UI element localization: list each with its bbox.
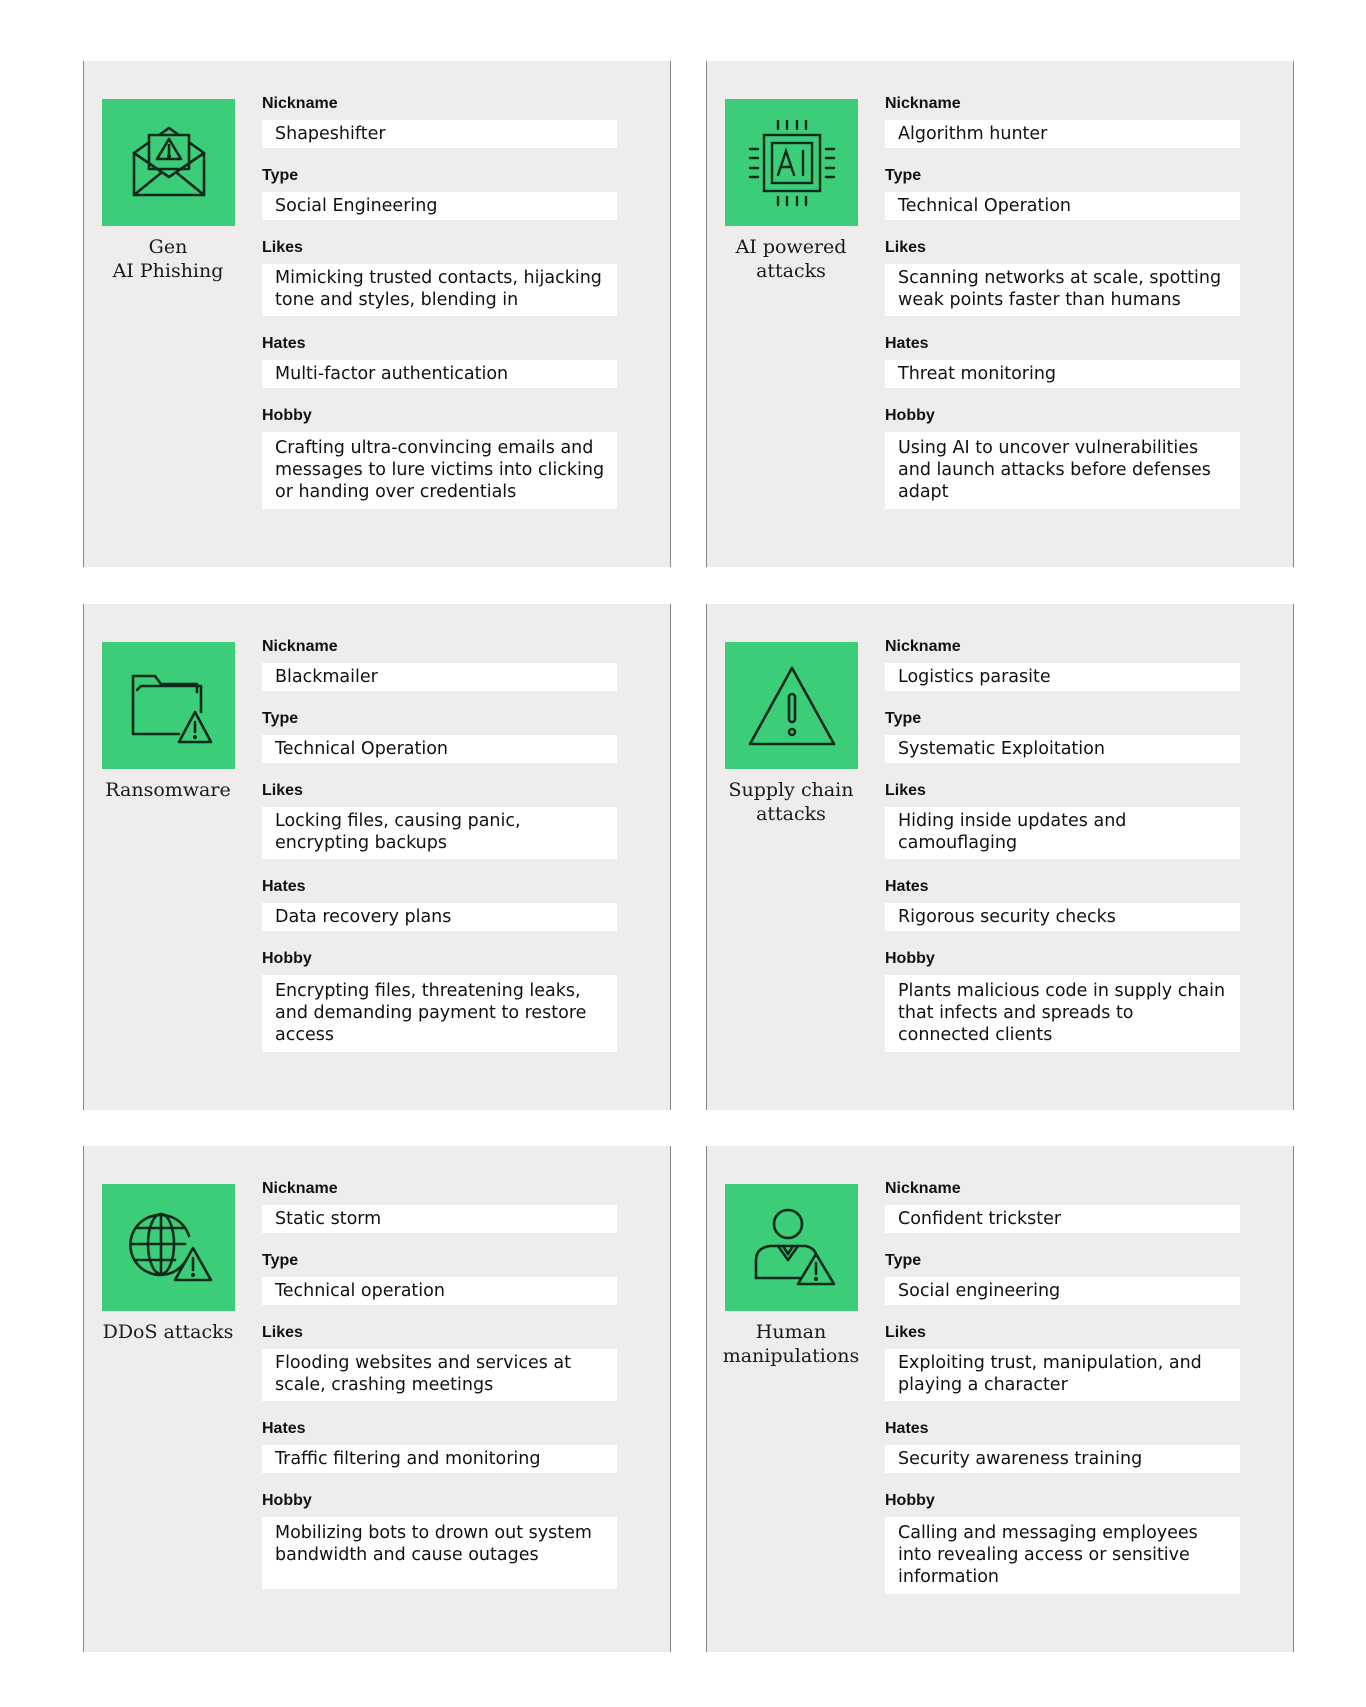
hobby-value: Calling and messaging employees into revealing access or sensitive information (885, 1517, 1240, 1594)
hates-label: Hates (262, 1420, 306, 1437)
nickname-value: Shapeshifter (262, 120, 617, 148)
nickname-label: Nickname (262, 1180, 338, 1197)
warning-triangle-icon (725, 642, 858, 769)
threat-name: Ransomware (105, 779, 231, 801)
profile-fields (262, 1180, 617, 1589)
type-value: Technical operation (262, 1277, 617, 1305)
hobby-value: Using AI to uncover vulnerabilities and launch attacks before defenses adapt (885, 432, 1240, 509)
likes-value: Scanning networks at scale, spotting weak points faster than humans (885, 264, 1240, 316)
threat-card-ai-powered-attacks (706, 61, 1294, 567)
type-label: Type (262, 167, 299, 184)
nickname-value: Blackmailer (262, 663, 617, 691)
likes-value: Mimicking trusted contacts, hijacking tone and styles, blending in (262, 264, 617, 316)
threat-card-human-manipulations (706, 1146, 1294, 1652)
globe-warning-icon (102, 1184, 235, 1311)
hobby-label: Hobby (262, 950, 312, 967)
hates-value: Data recovery plans (262, 903, 617, 931)
type-value: Social engineering (885, 1277, 1240, 1305)
type-label: Type (885, 1252, 922, 1269)
hobby-value: Mobilizing bots to drown out system bandwidth and cause outages (262, 1517, 617, 1589)
threat-name: Supply chain attacks (728, 779, 854, 825)
hates-label: Hates (885, 878, 929, 895)
hobby-label: Hobby (885, 1492, 935, 1509)
profile-fields (885, 638, 1240, 1052)
likes-value: Locking files, causing panic, encrypting backups (262, 807, 617, 859)
type-label: Type (262, 710, 299, 727)
hobby-value: Crafting ultra-convincing emails and messages to lure victims into clicking or handing over credentials (262, 432, 617, 509)
profile-fields (262, 95, 617, 509)
nickname-label: Nickname (885, 638, 961, 655)
nickname-value: Static storm (262, 1205, 617, 1233)
type-value: Technical Operation (885, 192, 1240, 220)
nickname-label: Nickname (262, 95, 338, 112)
threat-card-ransomware (83, 604, 671, 1110)
likes-label: Likes (262, 1324, 303, 1341)
threat-name: AI powered attacks (735, 236, 847, 282)
type-label: Type (262, 1252, 299, 1269)
profile-fields (885, 1180, 1240, 1594)
hobby-value: Encrypting files, threatening leaks, and demanding payment to restore access (262, 975, 617, 1052)
hates-value: Traffic filtering and monitoring (262, 1445, 617, 1473)
threat-name: Gen AI Phishing (112, 236, 224, 282)
type-label: Type (885, 710, 922, 727)
nickname-value: Logistics parasite (885, 663, 1240, 691)
hates-value: Rigorous security checks (885, 903, 1240, 931)
nickname-label: Nickname (885, 1180, 961, 1197)
likes-label: Likes (885, 1324, 926, 1341)
person-warning-icon (725, 1184, 858, 1311)
type-label: Type (885, 167, 922, 184)
likes-label: Likes (885, 239, 926, 256)
nickname-label: Nickname (885, 95, 961, 112)
nickname-label: Nickname (262, 638, 338, 655)
nickname-value: Algorithm hunter (885, 120, 1240, 148)
hobby-label: Hobby (885, 950, 935, 967)
likes-label: Likes (885, 782, 926, 799)
likes-label: Likes (262, 239, 303, 256)
type-value: Social Engineering (262, 192, 617, 220)
likes-value: Hiding inside updates and camouflaging (885, 807, 1240, 859)
likes-value: Exploiting trust, manipulation, and playing a character (885, 1349, 1240, 1401)
type-value: Technical Operation (262, 735, 617, 763)
likes-value: Flooding websites and services at scale, crashing meetings (262, 1349, 617, 1401)
hates-value: Multi-factor authentication (262, 360, 617, 388)
hates-label: Hates (885, 335, 929, 352)
hates-value: Threat monitoring (885, 360, 1240, 388)
threat-card-gen-ai-phishing (83, 61, 671, 567)
nickname-value: Confident trickster (885, 1205, 1240, 1233)
envelope-warning-icon (102, 99, 235, 226)
profile-fields (885, 95, 1240, 509)
hates-value: Security awareness training (885, 1445, 1240, 1473)
hobby-label: Hobby (262, 1492, 312, 1509)
hobby-label: Hobby (262, 407, 312, 424)
hobby-label: Hobby (885, 407, 935, 424)
hates-label: Hates (885, 1420, 929, 1437)
threat-card-ddos-attacks (83, 1146, 671, 1652)
likes-label: Likes (262, 782, 303, 799)
hates-label: Hates (262, 335, 306, 352)
threat-card-supply-chain-attacks (706, 604, 1294, 1110)
hates-label: Hates (262, 878, 306, 895)
type-value: Systematic Exploitation (885, 735, 1240, 763)
hobby-value: Plants malicious code in supply chain that infects and spreads to connected clients (885, 975, 1240, 1052)
ai-chip-icon (725, 99, 858, 226)
folder-warning-icon (102, 642, 235, 769)
threat-name: DDoS attacks (102, 1321, 234, 1343)
profile-fields (262, 638, 617, 1052)
threat-name: Human manipulations (722, 1321, 860, 1367)
